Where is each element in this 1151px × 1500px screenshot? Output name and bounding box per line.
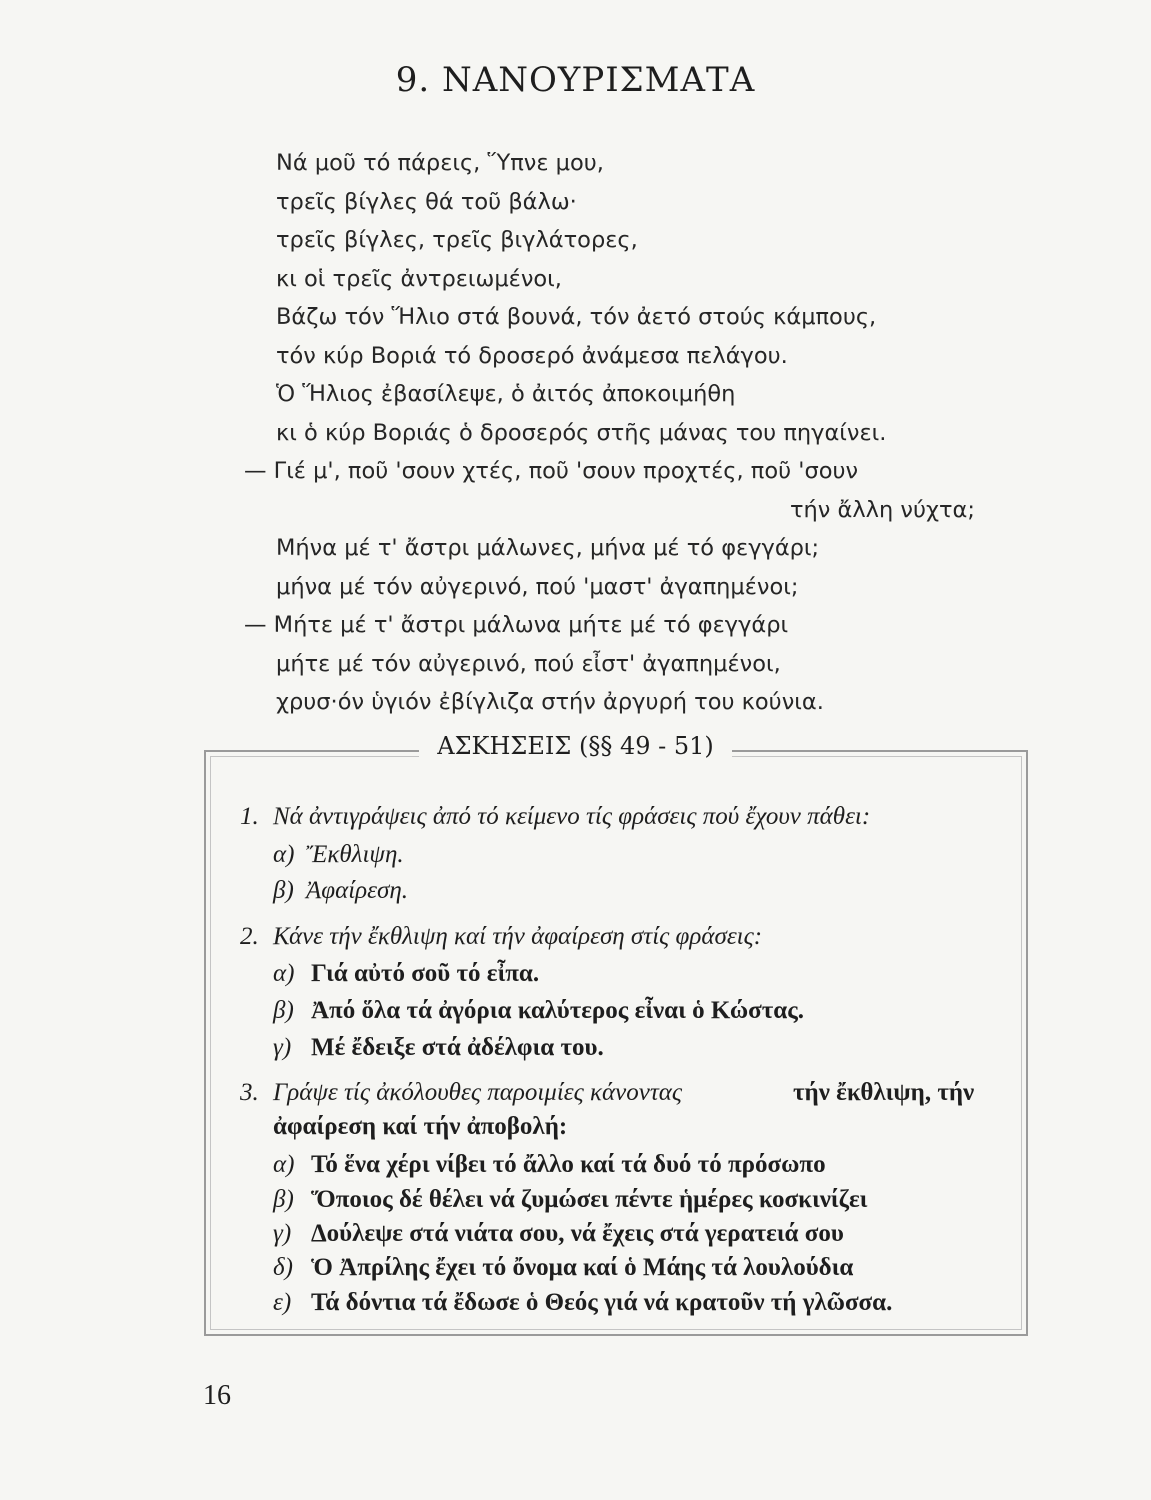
exercise-3-item: Ὅποιος δέ θέλει νά ζυμώσει πέντε ἡμέρες κοσκινίζει xyxy=(311,1186,868,1213)
exercise-3-instruction-bold: τήν ἔκθλιψη, τήν xyxy=(793,1079,975,1106)
poem-line: Βάζω τόν Ἥλιο στά βουνά, τόν ἀετό στούς κάμπους, xyxy=(276,304,877,330)
exercise-2-instruction: Κάνε τήν ἔκθλιψη καί τήν ἀφαίρεση στίς φράσεις: xyxy=(273,923,763,950)
poem-line: Μήνα μέ τ' ἄστρι μάλωνες, μήνα μέ τό φεγγάρι; xyxy=(276,535,820,561)
poem-line: τρεῖς βίγλες θά τοῦ βάλω· xyxy=(276,189,577,215)
exercises-heading xyxy=(0,734,1151,758)
poem-line: τήν ἄλλη νύχτα; xyxy=(790,497,975,523)
page-number: 16 xyxy=(203,1380,231,1411)
exercise-2-item-label: γ) xyxy=(273,1034,292,1061)
exercise-1-item: Ἔκθλιψη. xyxy=(306,841,404,868)
exercise-3-item-label: ε) xyxy=(273,1289,292,1316)
exercise-1-item: Ἀφαίρεση. xyxy=(306,877,409,904)
exercise-3-item: Δούλεψε στά νιάτα σου, νά ἔχεις στά γερατειά σου xyxy=(311,1220,844,1247)
poem-line: τόν κύρ Βοριά τό δροσερό ἀνάμεσα πελάγου. xyxy=(276,343,788,369)
poem-line: χρυσ·όν ὑγιόν ἐβίγλιζα στήν ἀργυρή του κούνια. xyxy=(276,689,824,715)
exercise-2-item-label: α) xyxy=(273,960,295,987)
poem-line: μήνα μέ τόν αὐγερινό, πού 'μαστ' ἀγαπημένοι; xyxy=(276,574,799,600)
exercise-3-number: 3. xyxy=(240,1079,259,1106)
exercise-3-item: Τό ἕνα χέρι νίβει τό ἄλλο καί τά δυό τό πρόσωπο xyxy=(311,1151,826,1178)
exercise-2-number: 2. xyxy=(240,923,259,950)
poem-line: — Γιέ μ', ποῦ 'σουν χτές, ποῦ 'σουν προχτές, ποῦ 'σουν xyxy=(244,458,859,484)
exercise-2-item-label: β) xyxy=(273,997,294,1024)
poem-line: — Μήτε μέ τ' ἄστρι μάλωνα μήτε μέ τό φεγγάρι xyxy=(244,612,789,638)
exercise-3-item-label: δ) xyxy=(273,1254,293,1281)
exercise-3-instruction-bold: ἀφαίρεση καί τήν ἀποβολή: xyxy=(273,1113,568,1140)
exercise-2-item: Γιά αὐτό σοῦ τό εἶπα. xyxy=(311,960,540,987)
poem-line: κι οἱ τρεῖς ἀντρειωμένοι, xyxy=(276,266,562,292)
exercises-heading-text: ΑΣΚΗΣΕΙΣ (§§ 49 - 51) xyxy=(419,732,732,760)
exercise-3-instruction: Γράψε τίς ἀκόλουθες παροιμίες κάνοντας xyxy=(273,1079,683,1106)
poem-line: Νά μοῦ τό πάρεις, Ὕπνε μου, xyxy=(276,150,604,176)
exercise-2-item: Ἀπό ὅλα τά ἀγόρια καλύτερος εἶναι ὁ Κώστας. xyxy=(311,997,805,1024)
chapter-title: 9. ΝΑΝΟΥΡΙΣΜΑΤΑ xyxy=(395,60,756,100)
exercise-3-item-label: β) xyxy=(273,1186,294,1213)
exercise-3-item: Τά δόντια τά ἔδωσε ὁ Θεός γιά νά κρατοῦν τή γλῶσσα. xyxy=(311,1289,893,1316)
exercise-3-item-label: α) xyxy=(273,1151,295,1178)
exercise-1-number: 1. xyxy=(240,803,259,830)
exercise-3-item-label: γ) xyxy=(273,1220,292,1247)
exercise-3-item: Ὁ Ἀπρίλης ἔχει τό ὄνομα καί ὁ Μάης τά λουλούδια xyxy=(311,1254,854,1281)
exercise-1-item-label: α) xyxy=(273,841,295,868)
poem-line: μήτε μέ τόν αὐγερινό, πού εἶστ' ἀγαπημένοι, xyxy=(276,651,781,677)
exercise-1-item-label: β) xyxy=(273,877,294,904)
exercise-2-item: Μέ ἔδειξε στά ἀδέλφια του. xyxy=(311,1034,604,1061)
exercise-1-instruction: Νά ἀντιγράψεις ἀπό τό κείμενο τίς φράσεις πού ἔχουν πάθει: xyxy=(273,803,871,830)
poem-line: Ὁ Ἥλιος ἐβασίλεψε, ὁ ἀιτός ἀποκοιμήθη xyxy=(276,381,736,407)
poem-line: κι ὁ κύρ Βοριάς ὁ δροσερός στῆς μάνας του πηγαίνει. xyxy=(276,420,887,446)
poem-line: τρεῖς βίγλες, τρεῖς βιγλάτορες, xyxy=(276,227,638,253)
